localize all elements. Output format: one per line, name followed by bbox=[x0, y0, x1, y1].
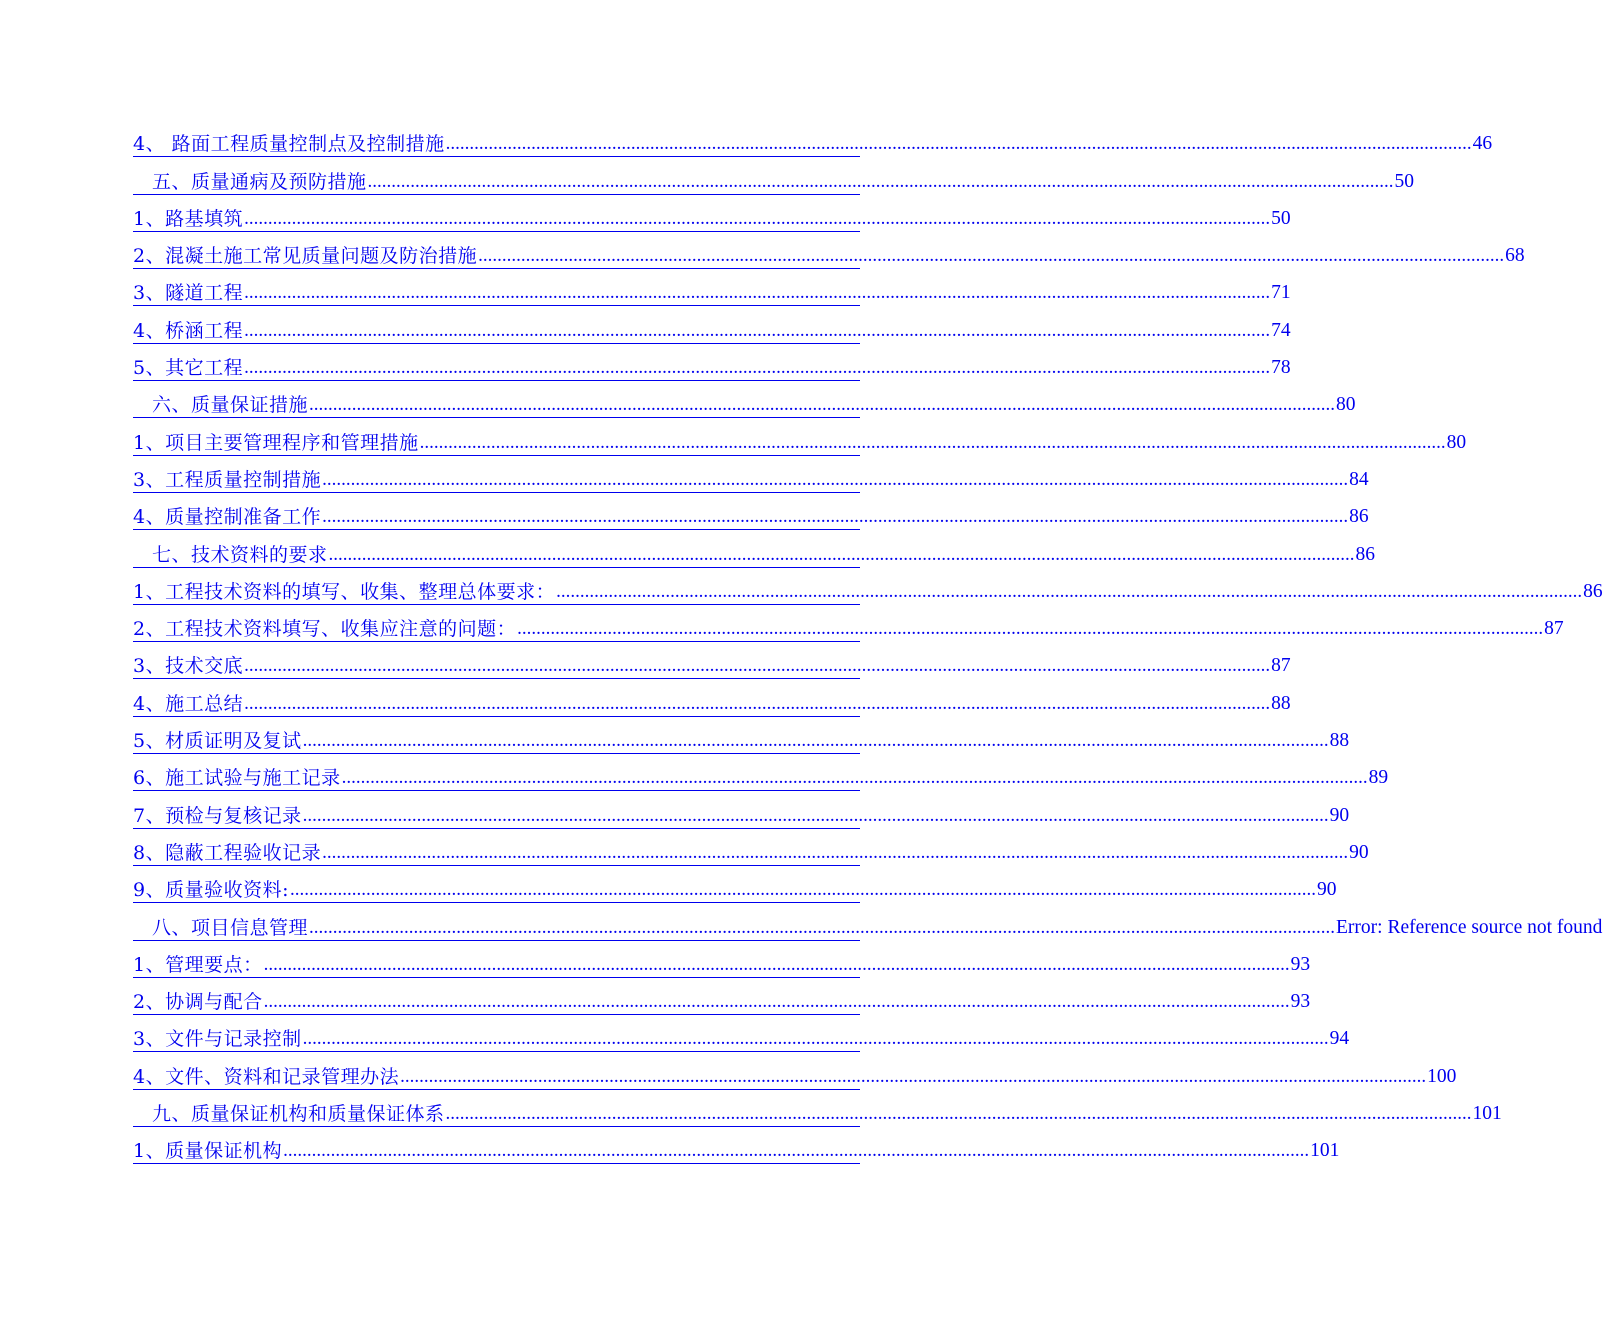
toc-page-number: 68 bbox=[1505, 245, 1525, 267]
toc-entry-label: 1、质量保证机构 bbox=[133, 1140, 283, 1163]
toc-leader-dots: ........................................................................................................................................................................................................................ bbox=[367, 170, 1394, 192]
toc-entry-label: 1、工程技术资料的填写、收集、整理总体要求： bbox=[133, 580, 556, 603]
toc-entry-label: 2、工程技术资料填写、收集应注意的问题： bbox=[133, 618, 517, 641]
toc-page-number: 94 bbox=[1329, 1028, 1350, 1050]
toc-entry-label: 五、质量通病及预防措施 bbox=[152, 170, 367, 193]
toc-page-number: 80 bbox=[1336, 394, 1356, 416]
toc-entry[interactable] bbox=[133, 306, 1291, 343]
toc-leader-dots: ........................................................................................................................................................................................................................ bbox=[263, 991, 1290, 1013]
toc-entry[interactable] bbox=[133, 418, 1467, 455]
toc-entry-label: 1、路基填筑 bbox=[133, 207, 244, 230]
toc-leader-dots: ........................................................................................................................................................................................................................ bbox=[244, 207, 1271, 229]
toc-leader-dots: ........................................................................................................................................................................................................................ bbox=[322, 506, 1349, 528]
toc-entry[interactable] bbox=[133, 381, 1356, 418]
toc-entry-label: 八、项目信息管理 bbox=[152, 916, 309, 939]
toc-page-number: 100 bbox=[1427, 1065, 1457, 1087]
toc-leader-dots: ........................................................................................................................................................................................................................ bbox=[263, 953, 1290, 975]
toc-page-number: 87 bbox=[1544, 618, 1564, 640]
toc-entry-label: 3、隧道工程 bbox=[133, 282, 244, 305]
toc-leader-dots: ........................................................................................................................................................................................................................ bbox=[322, 841, 1349, 863]
toc-entry[interactable] bbox=[133, 493, 1369, 530]
toc-leader-dots: ........................................................................................................................................................................................................................ bbox=[290, 879, 1316, 901]
toc-page-number: 46 bbox=[1472, 133, 1493, 155]
toc-leader-dots: ........................................................................................................................................................................................................................ bbox=[517, 618, 1544, 640]
toc-entry-label: 4、桥涵工程 bbox=[133, 319, 244, 342]
toc-entry[interactable] bbox=[133, 1052, 1457, 1089]
toc-page-number: 50 bbox=[1271, 207, 1291, 229]
toc-entry-label: 2、协调与配合 bbox=[133, 991, 263, 1014]
toc-entry[interactable] bbox=[133, 1127, 1340, 1164]
toc-page-number: 84 bbox=[1349, 468, 1369, 490]
toc-page-number: 71 bbox=[1271, 282, 1291, 304]
toc-entry[interactable] bbox=[133, 754, 1389, 791]
toc-entry-label: 6、施工试验与施工记录 bbox=[133, 767, 341, 790]
toc-entry-label: 4、施工总结 bbox=[133, 692, 244, 715]
toc-entry[interactable] bbox=[133, 1015, 1350, 1052]
toc-page-number: 86 bbox=[1355, 543, 1376, 565]
toc-entry[interactable] bbox=[133, 679, 1291, 716]
toc-page-number: 90 bbox=[1349, 841, 1369, 863]
toc-entry[interactable] bbox=[133, 605, 1564, 642]
toc-entry-label: 1、管理要点： bbox=[133, 953, 263, 976]
toc-leader-dots: ........................................................................................................................................................................................................................ bbox=[328, 543, 1355, 565]
toc-page-number: 50 bbox=[1394, 170, 1415, 192]
toc-entry-label: 5、材质证明及复试 bbox=[133, 730, 302, 753]
toc-entry[interactable] bbox=[133, 269, 1291, 306]
toc-entry-label: 3、文件与记录控制 bbox=[133, 1028, 302, 1051]
toc-entry-label: 六、质量保证措施 bbox=[152, 394, 309, 417]
toc-leader-dots: ........................................................................................................................................................................................................................ bbox=[400, 1065, 1427, 1087]
toc-page-number: 78 bbox=[1271, 357, 1291, 379]
toc-leader-dots: ........................................................................................................................................................................................................................ bbox=[302, 730, 1329, 752]
toc-entry[interactable] bbox=[133, 829, 1369, 866]
toc-entry[interactable] bbox=[133, 120, 1493, 157]
toc-entry[interactable] bbox=[133, 978, 1311, 1015]
toc-entry[interactable] bbox=[133, 903, 1603, 940]
toc-entry-label: 七、技术资料的要求 bbox=[152, 543, 328, 566]
toc-page-number: 101 bbox=[1310, 1140, 1340, 1162]
toc-page-number: 101 bbox=[1472, 1103, 1502, 1125]
toc-entry[interactable] bbox=[133, 642, 1291, 679]
toc-entry-label: 5、其它工程 bbox=[133, 357, 244, 380]
toc-entry-label: 1、项目主要管理程序和管理措施 bbox=[133, 431, 419, 454]
toc-entry[interactable] bbox=[133, 232, 1525, 269]
toc-leader-dots: ........................................................................................................................................................................................................................ bbox=[556, 580, 1583, 602]
toc-entry-label: 2、混凝土施工常见质量问题及防治措施 bbox=[133, 245, 478, 268]
toc-leader-dots: ........................................................................................................................................................................................................................ bbox=[244, 282, 1271, 304]
toc-entry-label: 8、隐蔽工程验收记录 bbox=[133, 841, 322, 864]
toc-entry-label: 九、质量保证机构和质量保证体系 bbox=[152, 1103, 445, 1126]
toc-leader-dots: ........................................................................................................................................................................................................................ bbox=[341, 767, 1368, 789]
toc-page-number: 90 bbox=[1317, 879, 1337, 901]
toc-leader-dots: ........................................................................................................................................................................................................................ bbox=[244, 655, 1271, 677]
toc-page-number: 93 bbox=[1290, 953, 1311, 975]
toc-page-number: 87 bbox=[1271, 655, 1291, 677]
toc-entry-label: 3、工程质量控制措施 bbox=[133, 468, 322, 491]
toc-entry[interactable] bbox=[133, 530, 1376, 567]
toc-entry-label: 3、技术交底 bbox=[133, 655, 244, 678]
toc-entry[interactable] bbox=[133, 717, 1350, 754]
toc-entry-label: 4、文件、资料和记录管理办法 bbox=[133, 1065, 400, 1088]
toc-leader-dots: ........................................................................................................................................................................................................................ bbox=[302, 804, 1329, 826]
toc-leader-dots: ........................................................................................................................................................................................................................ bbox=[445, 133, 1472, 155]
toc-leader-dots: ........................................................................................................................................................................................................................ bbox=[322, 468, 1349, 490]
toc-entry[interactable] bbox=[133, 866, 1337, 903]
toc-leader-dots: ........................................................................................................................................................................................................................ bbox=[244, 357, 1271, 379]
toc-page-number: 90 bbox=[1329, 804, 1350, 826]
toc-leader-dots: ........................................................................................................................................................................................................................ bbox=[309, 394, 1336, 416]
toc-entry-label: 4、质量控制准备工作 bbox=[133, 506, 322, 529]
table-of-contents bbox=[133, 120, 1603, 1164]
toc-page-number: 86 bbox=[1349, 506, 1369, 528]
toc-leader-dots: ........................................................................................................................................................................................................................ bbox=[244, 692, 1271, 714]
toc-page-number: 80 bbox=[1446, 431, 1467, 453]
toc-page-number: 89 bbox=[1368, 767, 1389, 789]
toc-leader-dots: ........................................................................................................................................................................................................................ bbox=[478, 245, 1505, 267]
toc-leader-dots: ........................................................................................................................................................................................................................ bbox=[244, 319, 1271, 341]
toc-entry-label: 7、预检与复核记录 bbox=[133, 804, 302, 827]
toc-entry[interactable] bbox=[133, 157, 1415, 194]
toc-page-number: 86 bbox=[1583, 580, 1603, 602]
toc-leader-dots: ........................................................................................................................................................................................................................ bbox=[445, 1103, 1472, 1125]
toc-entry[interactable] bbox=[133, 941, 1311, 978]
toc-entry-label: 4、 路面工程质量控制点及控制措施 bbox=[133, 133, 445, 156]
toc-entry-label: 9、质量验收资料: bbox=[133, 879, 289, 902]
toc-page-number: Error: Reference source not found bbox=[1336, 916, 1603, 938]
toc-leader-dots: ........................................................................................................................................................................................................................ bbox=[419, 431, 1446, 453]
toc-entry[interactable] bbox=[133, 195, 1291, 232]
toc-entry[interactable] bbox=[133, 568, 1603, 605]
toc-leader-dots: ........................................................................................................................................................................................................................ bbox=[302, 1028, 1329, 1050]
toc-entry[interactable] bbox=[133, 791, 1350, 828]
toc-entry[interactable] bbox=[133, 344, 1291, 381]
toc-leader-dots: ........................................................................................................................................................................................................................ bbox=[283, 1140, 1310, 1162]
toc-leader-dots: ........................................................................................................................................................................................................................ bbox=[309, 916, 1336, 938]
toc-entry[interactable] bbox=[133, 1090, 1502, 1127]
toc-page-number: 88 bbox=[1271, 692, 1291, 714]
toc-page-number: 88 bbox=[1329, 730, 1350, 752]
toc-page-number: 93 bbox=[1290, 991, 1311, 1013]
toc-page-number: 74 bbox=[1271, 319, 1291, 341]
toc-entry[interactable] bbox=[133, 456, 1369, 493]
